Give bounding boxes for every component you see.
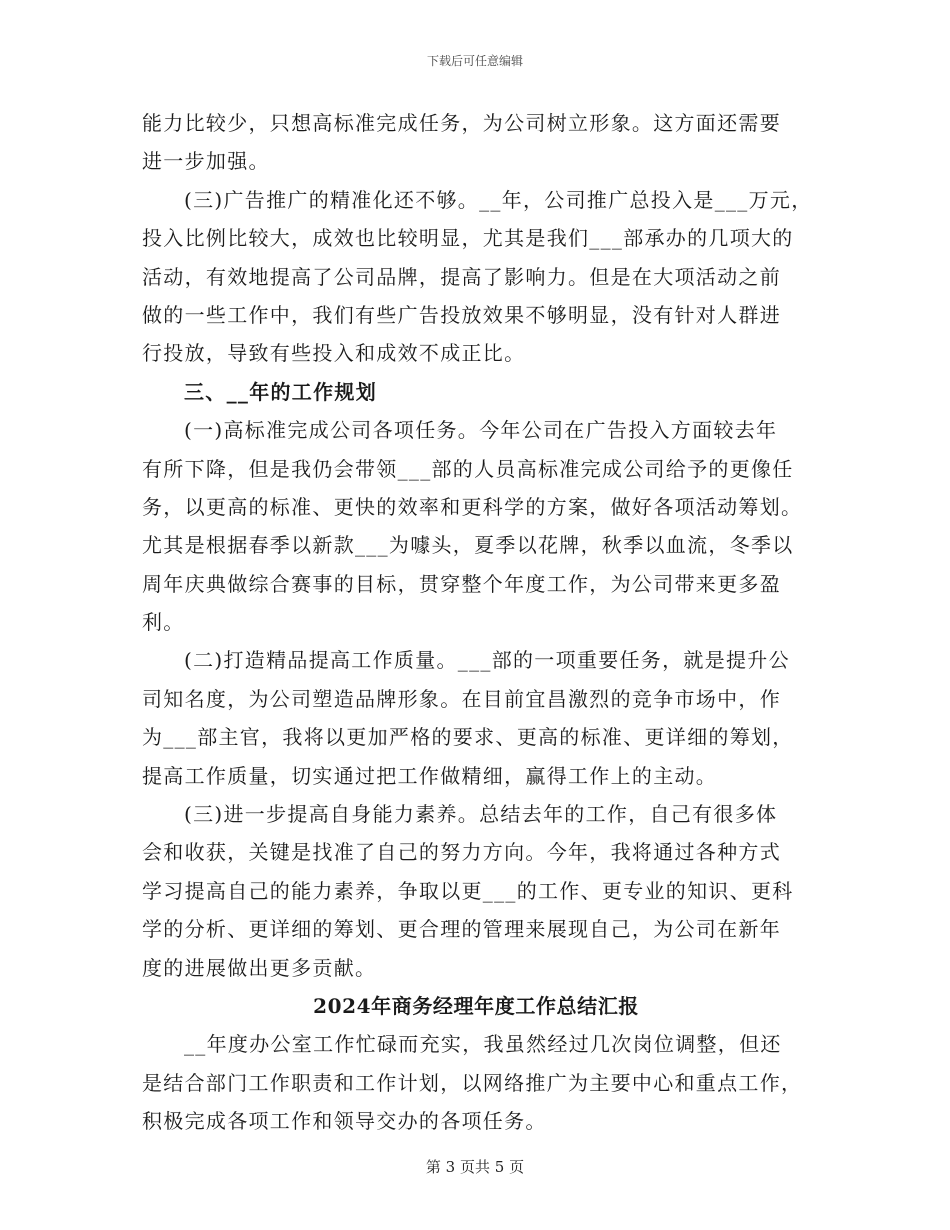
text-line: (三)广告推广的精准化还不够。__年，公司推广总投入是___万元， <box>184 187 813 212</box>
text-line: 学的分析、更详细的筹划、更合理的管理来展现自己，为公司在新年 <box>142 917 781 942</box>
section-heading: 三、__年的工作规划 <box>184 379 377 404</box>
text-line: 尤其是根据春季以新款___为噱头，夏季以花牌，秋季以血流，冬季以 <box>142 533 794 558</box>
text-line: 进一步加强。 <box>142 149 270 174</box>
text-line: 是结合部门工作职责和工作计划，以网络推广为主要中心和重点工作， <box>142 1070 803 1095</box>
section-title: 2024年商务经理年度工作总结汇报 <box>313 993 639 1018</box>
text-line: 活动，有效地提高了公司品牌，提高了影响力。但是在大项活动之前 <box>142 264 781 289</box>
text-line: 司知名度，为公司塑造品牌形象。在目前宜昌激烈的竞争市场中，作 <box>142 686 781 711</box>
text-line: 学习提高自己的能力素养，争取以更___的工作、更专业的知识、更科 <box>142 878 794 903</box>
text-line: 为___部主官，我将以更加严格的要求、更高的标准、更详细的筹划， <box>142 725 794 750</box>
text-line: 会和收获，关键是找准了自己的努力方向。今年，我将通过各种方式 <box>142 840 781 865</box>
page-header: 下载后可任意编辑 <box>426 54 523 68</box>
text-line: 周年庆典做综合赛事的目标，贯穿整个年度工作，为公司带来更多盈 <box>142 571 781 596</box>
text-line: 做的一些工作中，我们有些广告投放效果不够明显，没有针对人群进 <box>142 302 781 327</box>
text-line: 积极完成各项工作和领导交办的各项任务。 <box>142 1109 547 1134</box>
text-line: 利。 <box>142 610 185 635</box>
text-line: 务，以更高的标准、更快的效率和更科学的方案，做好各项活动筹划。 <box>142 494 803 519</box>
text-line: 行投放，导致有些投入和成效不成正比。 <box>142 341 526 366</box>
document-body <box>142 104 813 1141</box>
text-line: (二)打造精品提高工作质量。___部的一项重要任务，就是提升公 <box>184 648 790 673</box>
text-line: 有所下降，但是我仍会带领___部的人员高标准完成公司给予的更像任 <box>142 456 794 481</box>
text-line: 度的进展做出更多贡献。 <box>142 955 377 980</box>
text-line: (三)进一步提高自身能力素养。总结去年的工作，自己有很多体 <box>184 802 778 827</box>
text-line: 投入比例比较大，成效也比较明显，尤其是我们___部承办的几项大的 <box>142 226 794 251</box>
text-line: 提高工作质量，切实通过把工作做精细，赢得工作上的主动。 <box>142 763 718 788</box>
text-line: (一)高标准完成公司各项任务。今年公司在广告投入方面较去年 <box>184 418 778 443</box>
text-line: __年度办公室工作忙碌而充实，我虽然经过几次岗位调整，但还 <box>184 1032 782 1057</box>
text-line: 能力比较少，只想高标准完成任务，为公司树立形象。这方面还需要 <box>142 111 781 135</box>
page-footer: 第 3 页共 5 页 <box>425 1158 525 1176</box>
